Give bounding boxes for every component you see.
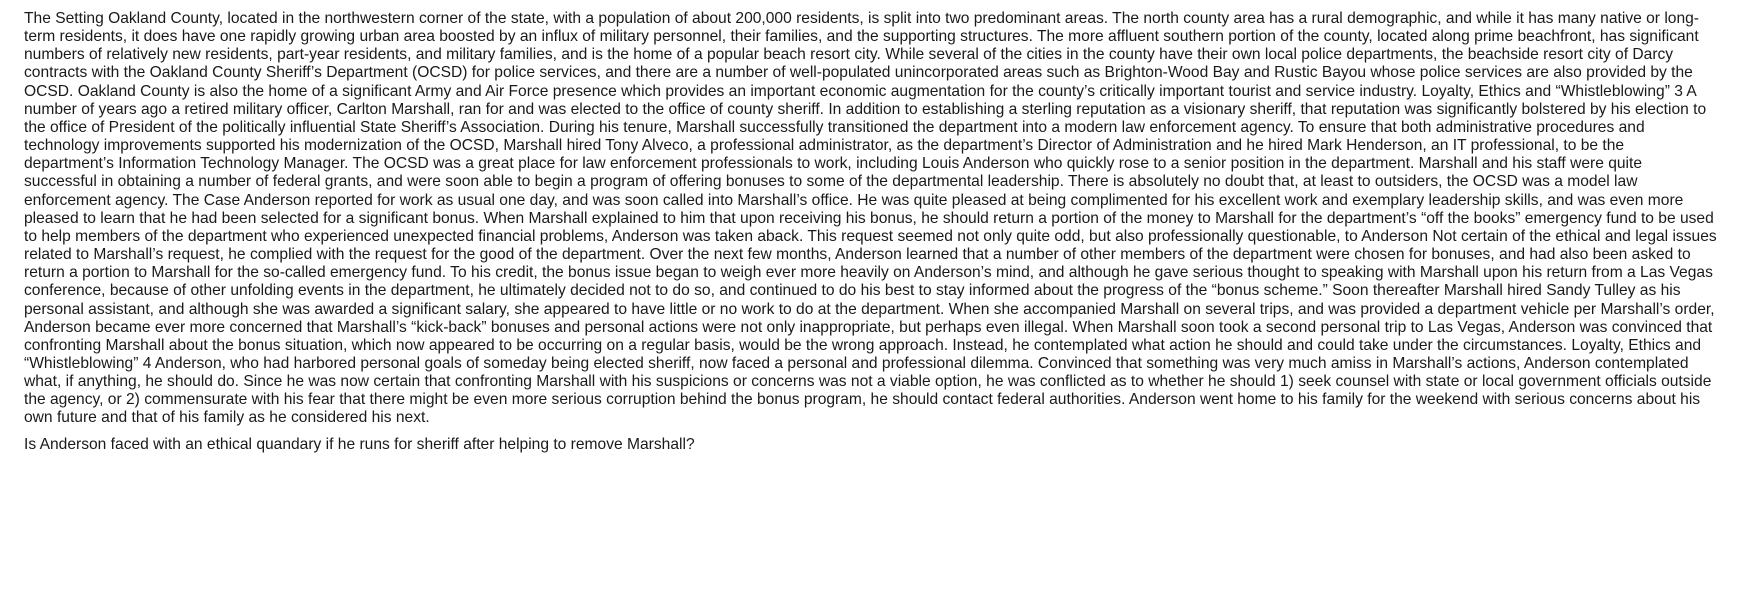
case-study-passage: The Setting Oakland County, located in the northwestern corner of the state, with a population of about 200,000 residents, is split into two predominant areas. The north county area has a rural demographic, and while it has many native or long-term residents, it does have one rapidly growing urban area boosted by an influx of military personnel, their families, and the supporting structures. The more affluent southern portion of the county, located along prime beachfront, has significant numbers of relatively new residents, part-year residents, and military families, and is the home of a popular beach resort city. While several of the cities in the county have their own local police departments, the beachside resort city of Darcy contracts with the Oakland County Sheriff’s Department (OCSD) for police services, and there are a number of well-populated unincorporated areas such as Brighton-Wood Bay and Rustic Bayou whose police services are also provided by the OCSD. Oakland County is also the home of a significant Army and Air Force presence which provides an important economic augmentation for the county’s critically important tourist and service industry. Loyalty, Ethics and “Whistleblowing” 3 A number of years ago a retired military officer, Carlton Marshall, ran for and was elected to the office of county sheriff. In addition to establishing a sterling reputation as a visionary sheriff, that reputation was significantly bolstered by his election to the office of President of the politically influential State Sheriff’s Association. During his tenure, Marshall successfully transitioned the department into a modern law enforcement agency. To ensure that both administrative procedures and technology improvements supported his modernization of the OCSD, Marshall hired Tony Alveco, a professional administrator, as the department’s Director of Administration and he hired Mark Henderson, an IT professional, to be the department’s Information Technology Manager. The OCSD was a great place for law enforcement professionals to work, including Louis Anderson who quickly rose to a senior position in the department. Marshall and his staff were quite successful in obtaining a number of federal grants, and were soon able to begin a program of offering bonuses to some of the departmental leadership. There is absolutely no doubt that, at least to outsiders, the OCSD was a model law enforcement agency. The Case Anderson reported for work as usual one day, and was soon called into Marshall’s office. He was quite pleased at being complimented for his excellent work and exemplary leadership skills, and was even more pleased to learn that he had been selected for a significant bonus. When Marshall explained to him that upon receiving his bonus, he should return a portion of the money to Marshall for the department’s “off the books” emergency fund to be used to help members of the department who experienced unexpected financial problems, Anderson was taken aback. This request seemed not only quite odd, but also professionally questionable, to Anderson Not certain of the ethical and legal issues related to Marshall’s request, he complied with the request for the good of the department. Over the next few months, Anderson learned that a number of other members of the department were chosen for bonuses, and had also been asked to return a portion to Marshall for the so-called emergency fund. To his credit, the bonus issue began to weigh ever more heavily on Anderson’s mind, and although he gave serious thought to speaking with Marshall upon his return from a Las Vegas conference, because of other unfolding events in the department, he ultimately decided not to do so, and continued to do his best to stay informed about the progress of the “bonus scheme.” Soon thereafter Marshall hired Sandy Tulley as his personal assistant, and although she was awarded a significant salary, she appeared to have little or no work to do at the department. When she accompanied Marshall on several trips, and was provided a department vehicle per Marshall’s order, Anderson became ever more concerned that Marshall’s “kick-back” bonuses and personal actions were not only inappropriate, but perhaps even illegal. When Marshall soon took a second personal trip to Las Vegas, Anderson was convinced that confronting Marshall about the bonus situation, which now appeared to be occurring on a regular basis, would be the wrong approach. Instead, he contemplated what action he should and could take under the circumstances. Loyalty, Ethics and “Whistleblowing” 4 Anderson, who had harbored personal goals of someday being elected sheriff, now faced a personal and professional dilemma. Convinced that something was very much amiss in Marshall’s actions, Anderson contemplated what, if anything, he should do. Since he was now certain that confronting Marshall with his suspicions or concerns was not a viable option, he was conflicted as to whether he should 1) seek counsel with state or local government officials outside the agency, or 2) commensurate with his fear that there might be even more serious corruption behind the bonus program, he should contact federal authorities. Anderson went home to his family for the weekend with serious concerns about his own future and that of his family as he considered his next. bbox=[24, 10, 1717, 427]
question-text: Is Anderson faced with an ethical quandary if he runs for sheriff after helping to remove Marshall? bbox=[24, 435, 695, 453]
